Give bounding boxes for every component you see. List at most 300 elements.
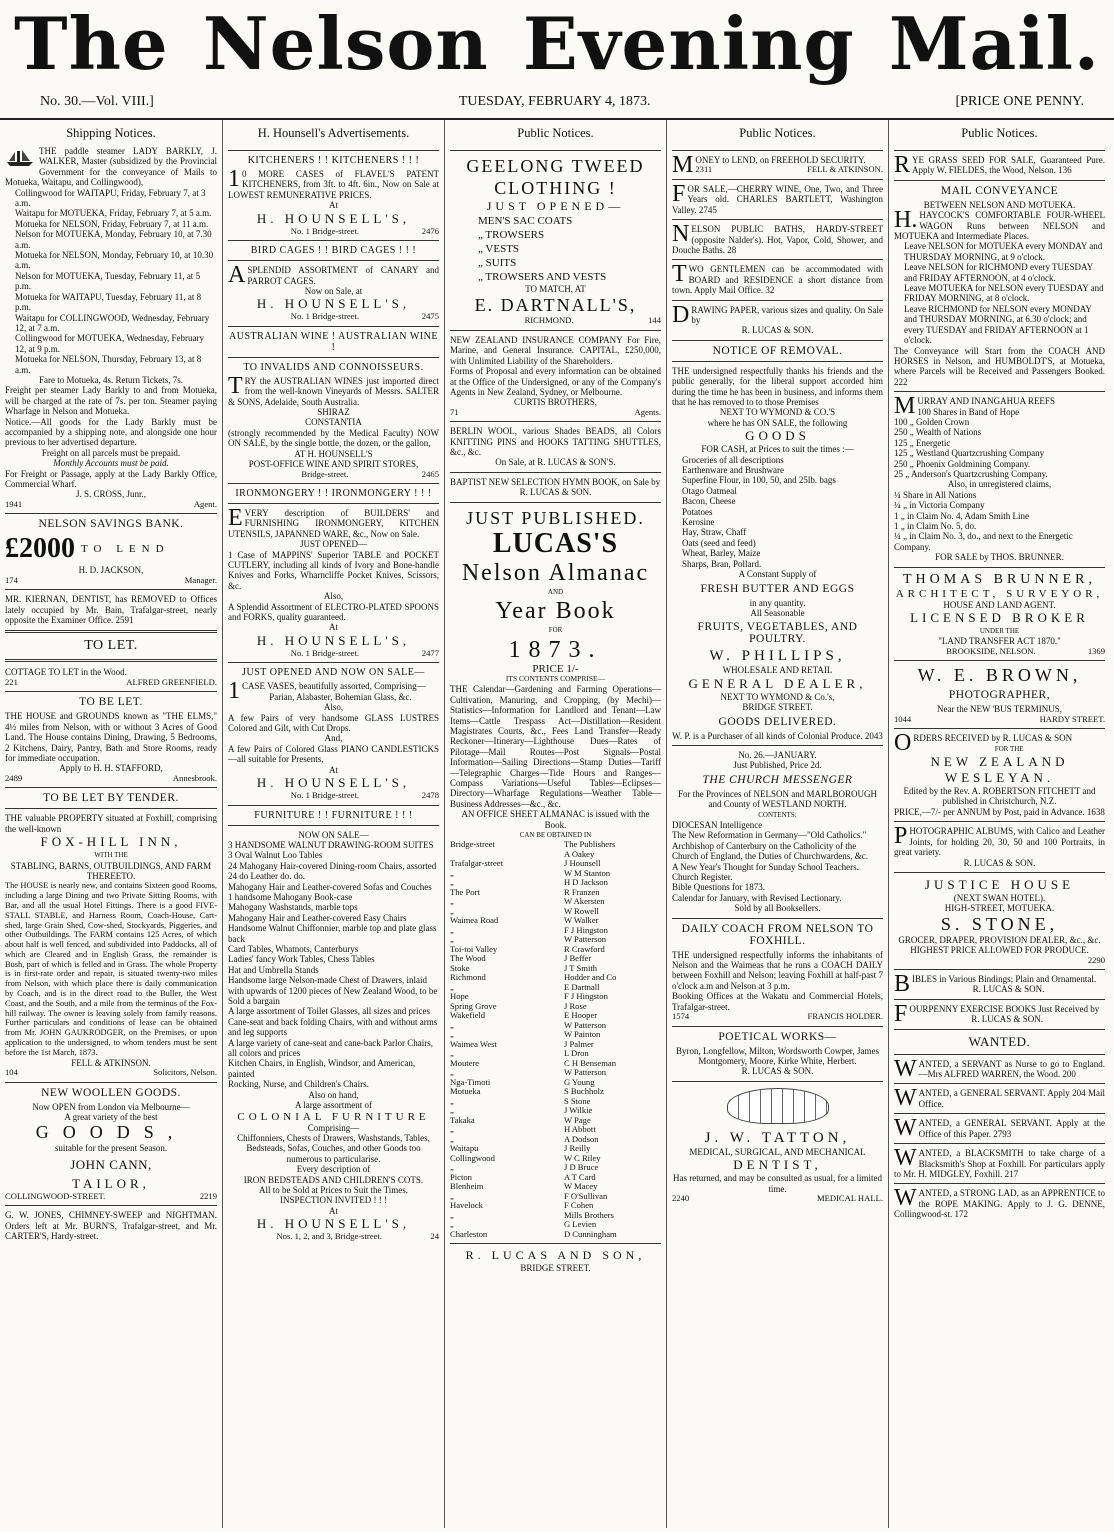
address: Bridge-street. bbox=[301, 468, 349, 479]
agent-place: „ bbox=[450, 1219, 454, 1230]
lucas-footer: R. LUCAS AND SON, bbox=[465, 1248, 646, 1263]
agent-name: W Patterson bbox=[563, 934, 607, 945]
just-published: Just Published, Price 2d. bbox=[733, 760, 822, 771]
inn-name: FOX-HILL INN, bbox=[40, 834, 182, 850]
agent-place: „ bbox=[450, 1048, 454, 1059]
agent-name: F O'Sullivan bbox=[563, 1190, 608, 1201]
schedule-item: Nelson for MOTUEKA, Monday, February 10, at 7.30 a.m. bbox=[15, 229, 212, 250]
furniture-item: 24 Mahogany Hair-covered Dining-room Chairs, assorted bbox=[228, 860, 437, 871]
agent-name: The Publishers bbox=[563, 839, 616, 850]
agent-name: W Patterson bbox=[563, 1019, 607, 1030]
agent-place: „ bbox=[450, 1095, 454, 1106]
agent-name: Hodder and Co bbox=[563, 972, 617, 983]
furniture-item: Ladies' fancy Work Tables, Chess Tables bbox=[228, 954, 375, 965]
agent-place: „ bbox=[450, 1019, 454, 1030]
agent-name: A T Card bbox=[563, 1171, 596, 1182]
ad-number: 2475 bbox=[421, 311, 439, 322]
agent-row bbox=[450, 1011, 661, 1021]
agent-name: W Akersten bbox=[563, 896, 605, 907]
ship-ad bbox=[5, 146, 217, 188]
berlin-sale: On Sale, at R. LUCAS & SON'S. bbox=[495, 457, 616, 468]
agent-place: Blenheim bbox=[450, 1181, 484, 1192]
ad-number: 24 bbox=[430, 1231, 439, 1242]
agent-row bbox=[450, 1040, 661, 1050]
agent-name: W C Riley bbox=[563, 1152, 601, 1163]
vases-ad: 1CASE VASES, beautifully assorted, Comprising— bbox=[228, 678, 426, 705]
just-opened: JUST OPENED— bbox=[299, 539, 368, 550]
agent-place: The Wood bbox=[450, 953, 486, 964]
agent-place: „ bbox=[450, 1105, 454, 1116]
agent-name: L Dron bbox=[563, 1048, 589, 1059]
goods-item: Groceries of all descriptions bbox=[682, 454, 784, 465]
shares-list bbox=[894, 407, 1105, 480]
ad-role: Agent. bbox=[193, 498, 217, 509]
and: AND bbox=[547, 587, 564, 596]
also-on-hand: Also on hand, bbox=[308, 1089, 359, 1100]
masthead-evening: Evening bbox=[522, 0, 855, 86]
grocer: GROCER, DRAPER, PROVISION DEALER, &c., &c. bbox=[898, 934, 1101, 945]
agent-name: E Dartnall bbox=[563, 981, 600, 992]
tatton-role: MEDICAL, SURGICAL, AND MECHANICAL bbox=[689, 1146, 866, 1157]
inn-description: The HOUSE is nearly new, and contains Sixteen good Rooms, including a large Dining and two Private Sitting Rooms, with Bar, and all the usual Hotel Fittings. There is a good FIVE-STALL STABLE, and Harness Room, Coach-House, Cart-shed, large Grain Shed, Cow-shed, Stockyards, Piggeries, and other Outbuildings. The FARM contains 125 Acres, of which about half is well fenced, and subdivided into Paddocks, all of which are Cleared and in English Grass, the remainder is Bush, part of which is felled and in Grass. The whole Property is in first-rate order and repair, is situated twenty-two miles from Nelson, with which place there is daily communication by Coach, and is in the direct road to the Buller, the West Coast, and the South, and a mile from the terminus of the Fox-hill railway. The owner is leaving solely from family reasons. Further particulars and conditions of lease can be obtained from Mr. JOHN GAUKRODGER, on the Premises, or upon application to the undersigned, to whom tenders must be sent before the 1st March, 1873. bbox=[5, 881, 217, 1057]
poetical-works: POETICAL WORKS— bbox=[718, 1030, 837, 1043]
agent-name: G Levien bbox=[563, 1219, 597, 1230]
agent-name: A Oakey bbox=[563, 848, 595, 859]
seasonable: All Seasonable bbox=[750, 607, 805, 618]
agent-name: R Franzen bbox=[563, 886, 600, 897]
monthly: Monthly Accounts must be paid. bbox=[53, 458, 169, 469]
ad-role: ALFRED GREENFIELD. bbox=[126, 676, 217, 687]
ad-number: 2478 bbox=[421, 790, 439, 801]
now-on-sale: Now on Sale, at bbox=[304, 285, 363, 296]
cann: JOHN CANN, bbox=[70, 1156, 152, 1172]
contents-heading: ITS CONTENTS COMPRISE— bbox=[505, 673, 606, 683]
schedule-item: Waitapu for COLLINGWOOD, Wednesday, February 12, at 7 a.m. bbox=[15, 312, 210, 333]
kitcheners-ad: 10 MORE CASES of FLAVEL'S PATENT KITCHENERS, from 3ft. to 4ft. 6in., Now on Sale at LOWEST REMUNERATIVE PRICES. bbox=[228, 166, 439, 200]
agent-row bbox=[450, 1211, 661, 1221]
agent-row bbox=[450, 1230, 661, 1240]
column-heading: Public Notices. bbox=[517, 126, 594, 140]
haycock-ad: H.HAYCOCK'S COMFORTABLE FOUR-WHEEL WAGON Runs between NELSON and MOTUEKA and Intermediate Places. bbox=[894, 207, 1105, 242]
tatton: J. W. TATTON, bbox=[704, 1129, 851, 1146]
goods-item: Superfine Flour, in 100, 50, and 25lb. bags bbox=[682, 475, 836, 486]
furniture-item: Rocking, Nurse, and Children's Chairs. bbox=[228, 1079, 369, 1090]
notice: Notice.—All goods for the Lady Barkly must be accompanied by a shipping note, and alongside one hour previous to her advertised departure. bbox=[5, 416, 217, 448]
column-heading: Public Notices. bbox=[961, 126, 1038, 140]
ad-role: MEDICAL HALL. bbox=[816, 1193, 883, 1203]
agent-place: „ bbox=[450, 1162, 454, 1173]
kitcheners-row bbox=[228, 227, 439, 237]
for-the: FOR THE bbox=[994, 744, 1024, 753]
justice-house: JUSTICE HOUSE bbox=[924, 876, 1075, 892]
agent-place: Moutere bbox=[450, 1057, 480, 1068]
agent-name: C H Benseman bbox=[563, 1057, 616, 1068]
coach-heading: DAILY COACH FROM NELSON TO FOXHILL. bbox=[681, 922, 874, 947]
agent-name: J Hounsell bbox=[563, 858, 601, 869]
agent-name: J Wilkie bbox=[563, 1105, 593, 1116]
goods-item: Otago Oatmeal bbox=[682, 485, 737, 496]
goods: GOODS bbox=[745, 428, 810, 444]
claims-list bbox=[894, 490, 1105, 552]
returned: Has returned, and may be consulted as usual, for a limited time. bbox=[673, 1173, 882, 1194]
furniture-item: Cane-seat and back folding Chairs, with and without arms and leg supports bbox=[228, 1016, 438, 1038]
exercise-by: R. LUCAS & SON. bbox=[971, 1014, 1044, 1025]
high-street: HIGH-STREET, MOTUEKA. bbox=[944, 903, 1055, 914]
lend-row2 bbox=[5, 576, 217, 586]
ad-number: 2465 bbox=[421, 468, 439, 479]
agent-name: W Patterson bbox=[563, 1067, 607, 1078]
rye-grass-ad: RYE GRASS SEED FOR SALE, Guaranteed Pure. Apply W. FIELDES, the Wood, Nelson. 136 bbox=[894, 152, 1105, 178]
agent-name: W Page bbox=[563, 1114, 591, 1125]
wine-heading: AUSTRALIAN WINE ! AUSTRALIAN WINE ! bbox=[229, 330, 438, 353]
content-item: A New Year's Thought for Sunday School Teachers. bbox=[672, 861, 859, 872]
schedule-item: Motueka for NELSON, Monday, February 10, at 10.30 a.m. bbox=[15, 250, 214, 271]
every-desc: Every description of bbox=[296, 1164, 371, 1175]
place: BROOKSIDE, NELSON. bbox=[946, 645, 1036, 656]
furniture-item: A large assortment of Toilet Glasses, all sizes and prices bbox=[228, 1006, 430, 1017]
agent-place: Waitapu bbox=[450, 1143, 479, 1154]
ad-role: Annesbrook. bbox=[172, 772, 217, 783]
furniture-item: 3 HANDSOME WALNUT DRAWING-ROOM SUITES bbox=[228, 839, 434, 850]
agent-row bbox=[450, 897, 661, 907]
dartnall-row bbox=[450, 316, 661, 326]
wanted-ad: WANTED, a SERVANT as Nurse to go to England.—Mrs ALFRED WARREN, the Wood. 200 bbox=[894, 1055, 1105, 1082]
steamer-icon bbox=[5, 146, 35, 168]
january: No. 26.—JANUARY. bbox=[738, 749, 817, 760]
place: HARDY STREET. bbox=[1039, 713, 1105, 724]
and: And, bbox=[324, 733, 343, 744]
furniture-item: Mahogany Hair and Leather-covered Easy Chairs bbox=[228, 912, 407, 923]
agent-place: Havelock bbox=[450, 1200, 483, 1211]
ironmongery-ad: EVERY description of BUILDERS' and FURNISHING IRONMONGERY, KITCHEN UTENSILS, JAPANNED WARE, &c., Now on Sale. bbox=[228, 505, 439, 539]
cann-row bbox=[5, 1192, 217, 1202]
for-sale-brunner: FOR SALE by THOS. BRUNNER. bbox=[935, 552, 1064, 563]
agent-row bbox=[450, 1097, 661, 1107]
agent-place: Nga-Timoti bbox=[450, 1076, 491, 1087]
place: RICHMOND. bbox=[524, 315, 574, 326]
furniture-list bbox=[228, 840, 439, 1090]
furniture-item: Hat and Umbrella Stands bbox=[228, 964, 319, 975]
house-agent: HOUSE AND LAND AGENT. bbox=[943, 599, 1056, 610]
next-to: NEXT TO WYMOND & CO.'S bbox=[719, 407, 836, 418]
messenger-contents bbox=[672, 820, 883, 903]
claim-item: ¼ „ in Victoria Company bbox=[894, 500, 985, 511]
agent-place: „ bbox=[450, 867, 454, 878]
dentist: DENTIST, bbox=[733, 1157, 822, 1173]
clothing-item: MEN'S SAC COATS bbox=[478, 215, 573, 227]
agent-row bbox=[450, 1163, 661, 1173]
house-row bbox=[5, 774, 217, 784]
office-sheet: AN OFFICE SHEET ALMANAC is issued with the Book. bbox=[461, 809, 650, 830]
signature-row bbox=[5, 500, 217, 510]
content-item: DIOCESAN Intelligence bbox=[672, 819, 763, 830]
colonial-furniture: COLONIAL FURNITURE bbox=[237, 1110, 430, 1123]
architect: ARCHITECT, SURVEYOR, bbox=[895, 587, 1104, 600]
tender-heading: TO BE LET BY TENDER. bbox=[43, 792, 179, 805]
goods-item: Oats (seed and feed) bbox=[682, 537, 756, 548]
agent-row bbox=[450, 954, 661, 964]
brown-row bbox=[894, 715, 1105, 725]
ad-role: Manager. bbox=[184, 574, 217, 585]
agent-name: S Buchholz bbox=[563, 1086, 604, 1097]
agent-place: „ bbox=[450, 905, 454, 916]
at: At bbox=[329, 200, 338, 211]
obtained: CAN BE OBTAINED IN bbox=[519, 831, 592, 839]
address: No. 1 Bridge-street. bbox=[290, 225, 360, 236]
clothing-item: „ TROWSERS bbox=[478, 229, 545, 241]
money-ad: MONEY to LEND, on FREEHOLD SECURITY. bbox=[672, 152, 866, 178]
ad-role: FELL & ATKINSON. bbox=[807, 164, 883, 175]
comprising: Comprising— bbox=[307, 1122, 360, 1133]
goods-item: Kerosine bbox=[682, 517, 715, 528]
shiraz: SHIRAZ bbox=[317, 407, 350, 418]
agent-row bbox=[450, 983, 661, 993]
claim-item: 1 „ in Claim No. 4, Adam Smith Line bbox=[894, 510, 1029, 521]
sailing-schedule bbox=[5, 188, 217, 375]
where: where he has ON SALE, the following bbox=[707, 417, 848, 428]
goods-list bbox=[672, 455, 883, 569]
constantia: CONSTANTIA bbox=[305, 417, 362, 428]
column-heading: Public Notices. bbox=[739, 126, 816, 140]
agent-name: S Stone bbox=[563, 1095, 591, 1106]
agent-name: F J Hingston bbox=[563, 924, 608, 935]
removal-text: THE undersigned respectfully thanks his friends and the public generally, for the liberal support accorded him during the time he has been in business, and informs them that he has removed to to those Premises bbox=[672, 365, 883, 407]
column-public-notices-3 bbox=[888, 120, 1110, 1528]
ad-role: Solicitors, Nelson. bbox=[153, 1067, 217, 1078]
schedule-item: Motueka for NELSON, Thursday, February 13, at 8 a.m. bbox=[15, 354, 202, 375]
poets: Byron, Longfellow, Milton, Wordsworth Cowper, James Montgomery, Moore, Kirke White, Herbert. bbox=[676, 1045, 879, 1066]
coach-row bbox=[672, 1012, 883, 1022]
furniture-item: Handsome large Nelson-made Chest of Drawers, inlaid with upwards of 1200 pieces of New Zealand Wood, to be Sold a bargain bbox=[228, 975, 438, 1007]
agent-place: Trafalgar-street bbox=[450, 858, 503, 869]
agent-place: „ bbox=[450, 981, 454, 992]
share-item: 250 „ Phoenix Goldmining Company. bbox=[894, 458, 1031, 469]
agent-place: Wakefield bbox=[450, 1010, 486, 1021]
next-to-2: NEXT TO WYMOND & Co.'s, bbox=[720, 691, 835, 702]
address: Nos. 1, 2, and 3, Bridge-street. bbox=[276, 1231, 382, 1242]
to-be-let-heading: TO BE LET. bbox=[79, 696, 143, 709]
agent-row bbox=[450, 859, 661, 869]
agent-place: Bridge-street bbox=[450, 839, 495, 850]
issue-price: [PRICE ONE PENNY. bbox=[955, 94, 1084, 109]
goods-item: Earthenware and Brushware bbox=[682, 465, 784, 476]
cutlery: 1 Case of MAPPINS' Superior TABLE and POCKET CUTLERY, including all kinds of Ivory and Bone-handle Knives and Forks, Wharncliffe Pocket Knives, Scissors, &c. bbox=[228, 549, 439, 591]
goods-delivered: GOODS DELIVERED. bbox=[718, 715, 837, 728]
lustres: A few Pairs of very handsome GLASS LUSTRES Colored and Gilt, with Cut Drops. bbox=[228, 712, 439, 733]
inspection: INSPECTION INVITED ! ! ! bbox=[280, 1195, 387, 1206]
hounsell-name: H. HOUNSELL'S, bbox=[256, 1216, 411, 1232]
curtis-row bbox=[450, 408, 661, 418]
signature: J. S. CROSS, Junr., bbox=[75, 489, 147, 500]
agent-name: J Beffer bbox=[563, 953, 592, 964]
geelong: GEELONG TWEED bbox=[466, 156, 645, 176]
lend-by: H. D. JACKSON, bbox=[78, 565, 144, 576]
lucas-sig: R. LUCAS & SON. bbox=[519, 487, 592, 498]
columns bbox=[0, 120, 1114, 1528]
address: No. 1 Bridge-street. bbox=[290, 790, 360, 801]
time-item: Leave RICHMOND for NELSON every MONDAY and THURSDAY MORNING, at 6.30 o'clock; and every TUESDAY and FRIDAY AFTERNOON at 1 o'clock. bbox=[904, 303, 1092, 346]
near: Near the NEW 'BUS TERMINUS, bbox=[936, 704, 1063, 715]
apply: For Freight or Passage, apply at the Lady Barkly Office, Commercial Wharf. bbox=[5, 468, 217, 489]
vases-types: Parian, Alabaster, Bohemian Glass, &c. bbox=[269, 691, 412, 702]
hounsell-name: H. HOUNSELL'S, bbox=[256, 632, 411, 648]
nz-insurance-2: Forms of Proposal and every information can be obtained at the Office of the Undersigned, or any of the Company's Agents in New Zealand, Sydney, or Melbourne. bbox=[450, 366, 661, 397]
dentures-icon bbox=[727, 1088, 829, 1124]
agent-name: F J Hingston bbox=[563, 991, 608, 1002]
ad-number: 221 bbox=[5, 676, 18, 687]
lucass: LUCAS'S bbox=[492, 527, 619, 559]
claim-item: 1 „ in Claim No. 5, do. bbox=[894, 521, 977, 531]
fell-row bbox=[5, 1068, 217, 1078]
agent-row bbox=[450, 973, 661, 983]
agent-place: „ bbox=[450, 1029, 454, 1040]
agent-name: J T Smith bbox=[563, 962, 598, 973]
sweep-ad: G. W. JONES, CHIMNEY-SWEEP and NIGHTMAN. Orders left at Mr. BURN'S, Trafalgar-street, and Mr. CARTER'S, Hardy-street. bbox=[5, 1210, 217, 1242]
agent-name: H Abbott bbox=[563, 1124, 596, 1135]
ad-number: 2311 bbox=[695, 164, 713, 175]
ad-number: 2290 bbox=[1087, 954, 1105, 965]
agent-row bbox=[450, 840, 661, 850]
agent-name: R Crawford bbox=[563, 943, 605, 954]
lend-amount: £2000 bbox=[5, 533, 75, 565]
agent-place: Takaka bbox=[450, 1114, 475, 1125]
kitcheners-heading: KITCHENERS ! ! KITCHENERS ! ! ! bbox=[247, 155, 420, 166]
swan: (NEXT SWAN HOTEL). bbox=[953, 892, 1046, 903]
column-public-notices-2 bbox=[666, 120, 888, 1528]
just-opened: JUST OPENED— bbox=[486, 199, 625, 213]
agent-row bbox=[450, 926, 661, 936]
wanted-heading: WANTED. bbox=[968, 1033, 1031, 1049]
brookside-row bbox=[894, 647, 1105, 657]
wanted-ad: WANTED, a BLACKSMITH to take charge of a Blacksmith's Shop at Foxhill. For particulars apply to Mr. H. MIDGLEY, Foxhill. 217 bbox=[894, 1145, 1105, 1179]
at: At bbox=[329, 622, 338, 633]
agent-name: E Hooper bbox=[563, 1010, 598, 1021]
agent-row bbox=[450, 869, 661, 879]
agent-place: Stoke bbox=[450, 962, 470, 973]
agent-place: „ bbox=[450, 1067, 454, 1078]
issue-date: TUESDAY, FEBRUARY 4, 1873. bbox=[458, 94, 651, 109]
under-the: UNDER THE bbox=[979, 627, 1020, 636]
ad-number: 2240 bbox=[672, 1193, 690, 1203]
ad-role: FRANCIS HOLDER. bbox=[807, 1011, 883, 1022]
agent-place: Waimea Road bbox=[450, 915, 499, 926]
ad-number: 1369 bbox=[1087, 645, 1105, 656]
furniture-item: 1 handsome Mahogany Book-case bbox=[228, 891, 353, 902]
ad-number: 1044 bbox=[894, 713, 912, 724]
agent-name: W Macey bbox=[563, 1181, 598, 1192]
masthead-the: The bbox=[14, 0, 169, 86]
agent-name: G Young bbox=[563, 1076, 595, 1087]
bird-row bbox=[228, 312, 439, 322]
schedule-item: Motueka for NELSON, Friday, February 7, at 11 a.m. bbox=[15, 218, 209, 229]
claim-item: ¼ „ in Claim No. 3, do., and next to the Energetic Company. bbox=[894, 531, 1073, 552]
prepaid: Freight on all parcels must be prepaid. bbox=[41, 447, 181, 458]
ad-number: 2219 bbox=[199, 1190, 217, 1201]
content-item: Calendar for January, with Revised Lectionary. bbox=[672, 892, 842, 903]
freight: Freight per steamer Lady Barkly to and from Motueka, will be charged at the rate of 7s. per ton. Steamer paying Wharfage in Nelson and Motueka. bbox=[5, 385, 217, 417]
bridge-street: BRIDGE STREET. bbox=[742, 702, 813, 713]
agent-name: W Walker bbox=[563, 915, 599, 926]
unregistered: Also, in unregistered claims, bbox=[947, 479, 1052, 490]
share-item: 100 „ Golden Crown bbox=[894, 416, 970, 427]
schedule-item: Motueka for WAITAPU, Tuesday, February 11, at 8 p.m. bbox=[15, 291, 202, 313]
edited: Edited by the Rev. A. ROBERTSON FITCHETT and published in Christchurch, N.Z. bbox=[903, 786, 1096, 807]
wine-recommend: (strongly recommended by the Medical Faculty) NOW ON SALE, by the single bottle, the dozen, or the gallon, bbox=[228, 427, 439, 449]
agent-name: Mills Brothers bbox=[563, 1209, 614, 1220]
ad-number: 71 bbox=[450, 406, 459, 417]
agent-place: Picton bbox=[450, 1171, 472, 1182]
bird-cages-heading: BIRD CAGES ! ! BIRD CAGES ! ! ! bbox=[250, 245, 417, 257]
agent-row bbox=[450, 916, 661, 926]
price: PRICE 1/- bbox=[532, 662, 579, 675]
wesleyan-price: PRICE,—7/- per ANNUM by Post, paid in Advance. 1638 bbox=[894, 806, 1105, 817]
baptist: BAPTIST NEW SELECTION HYMN BOOK, on Sale by bbox=[450, 476, 661, 487]
baths-ad: NELSON PUBLIC BATHS, HARDY-STREET (opposite Nalder's). Hot, Vapor, Cold, Shower, and Douche Baths. 28 bbox=[672, 221, 883, 255]
agent-row bbox=[450, 1135, 661, 1145]
poets-by: R. LUCAS & SON. bbox=[741, 1066, 814, 1077]
share-item: 100 Shares in Band of Hope bbox=[917, 406, 1020, 417]
column-shipping bbox=[0, 120, 222, 1528]
curtis: CURTIS BROTHERS, bbox=[514, 397, 597, 408]
hall-row bbox=[672, 1194, 883, 1204]
agent-row bbox=[450, 1087, 661, 1097]
masthead-mail: Mail. bbox=[888, 0, 1100, 86]
lend-text: TO LEND bbox=[81, 543, 170, 556]
phillips: W. PHILLIPS, bbox=[709, 648, 846, 665]
year: 1873. bbox=[508, 636, 603, 663]
agent-place: Spring Grove bbox=[450, 1000, 497, 1011]
masthead-nelson: Nelson bbox=[202, 0, 489, 86]
sold-by: Sold by all Booksellers. bbox=[734, 903, 821, 914]
wine-at: AT H. HOUNSELL'S bbox=[294, 448, 373, 459]
time-item: Leave MOTUEKA for NELSON every TUESDAY and FRIDAY MORNING, at 8 o'clock. bbox=[904, 283, 1104, 304]
agent-place: Hope bbox=[450, 991, 469, 1002]
schedule-item: Collingwood for MOTUEKA, Wednesday, February 12, at 9 p.m. bbox=[15, 333, 204, 354]
brunner: THOMAS BRUNNER, bbox=[902, 571, 1096, 587]
furniture-item: Card Tables, Whatnots, Canterburys bbox=[228, 944, 359, 954]
agent-row bbox=[450, 1021, 661, 1031]
agent-row bbox=[450, 888, 661, 898]
agent-row bbox=[450, 1106, 661, 1116]
furniture-item: Mahogany Hair and Leather-covered Sofas and Couches bbox=[228, 881, 432, 892]
with: WITH THE bbox=[94, 851, 128, 860]
wool-line3: suitable for the present Season. bbox=[54, 1143, 168, 1154]
agent-name: W M Stanton bbox=[563, 867, 611, 878]
wine-subheading: TO INVALIDS AND CONNOISSEURS. bbox=[243, 361, 424, 373]
exercise-books: FOURPENNY EXERCISE BOOKS Just Received by bbox=[894, 1000, 1100, 1027]
wanted-ad: WANTED, a GENERAL SERVANT. Apply 204 Mail Office. bbox=[894, 1085, 1105, 1112]
goods-item: Hay, Straw, Chaff bbox=[682, 527, 747, 538]
fell-sig: FELL & ATKINSON. bbox=[71, 1057, 151, 1068]
provinces: For the Provinces of NELSON and MARLBOROUGH and County of WESTLAND NORTH. bbox=[678, 788, 877, 810]
wool-line1: Now OPEN from London via Melbourne— bbox=[32, 1101, 190, 1112]
agent-row bbox=[450, 1154, 661, 1164]
agent-row bbox=[450, 1059, 661, 1069]
ad-address: COLLINGWOOD-STREET. bbox=[5, 1190, 106, 1201]
purchaser: W. P. is a Purchaser of all kinds of Colonial Produce. 2043 bbox=[672, 730, 883, 741]
gentlemen-ad: TWO GENTLEMEN can be accommodated with BOARD and RESIDENCE a short distance from town. Apply Mail Office. 32 bbox=[672, 261, 883, 296]
goods-item: Bacon, Cheese bbox=[682, 496, 736, 507]
ad-number: 174 bbox=[5, 574, 18, 585]
tailor: TAILOR, bbox=[72, 1175, 150, 1191]
clothing-list bbox=[450, 214, 661, 284]
iron-row bbox=[228, 649, 439, 659]
house-ad: THE HOUSE and GROUNDS known as "THE ELMS," 4½ miles from Nelson, with or without 3 Acres of Good Land. The House contains Dining, Drawing, 5 Bedrooms, 2 Kitchens, Dairy, Pantry, Bath and Store Rooms, ready for immediate occupation. bbox=[5, 711, 217, 763]
share-item: 125 „ Energetic bbox=[894, 437, 951, 448]
wanted-ad: WANTED, a STRONG LAD, as an APPRENTICE to the ROPE MAKING. Apply to J. G. DENNE, Collingwood-st. 172 bbox=[894, 1185, 1105, 1220]
spoons: A Splendid Assortment of ELECTRO-PLATED SPOONS and FORKS, quality guaranteed. bbox=[228, 601, 439, 623]
ad-number: 2477 bbox=[421, 647, 439, 658]
